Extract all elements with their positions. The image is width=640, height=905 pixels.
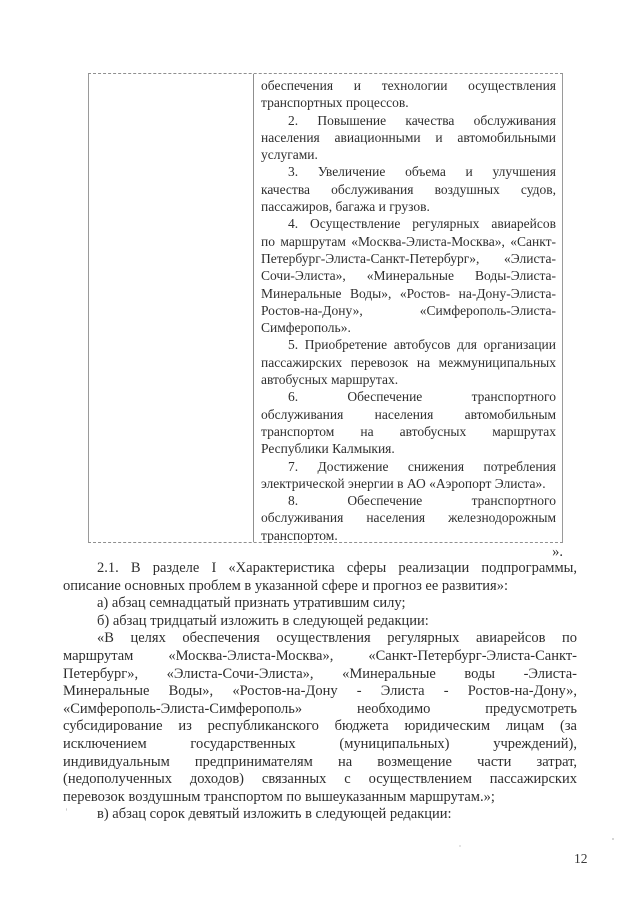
text-line: Сочи-Элиста», «Минеральные Воды-Элиста- [261, 268, 556, 284]
program-goals-table [88, 73, 563, 543]
closing-quote-mark: ». [552, 544, 563, 560]
text-line: транспортом на автобусных маршрутах [261, 423, 556, 439]
text-line: пассажирских перевозок на межмуниципальных [261, 354, 556, 370]
text-line: услугами. [261, 147, 318, 163]
paragraph [261, 215, 556, 336]
text-line: качества обслуживания воздушных судов, [261, 181, 556, 197]
table-left-cell [89, 74, 254, 542]
text-line: 5. Приобретение автобусов для организации [288, 337, 556, 353]
text-line: 2.1. В разделе I «Характеристика сферы реализации подпрограммы, [97, 560, 577, 576]
text-line: Республики Калмыкия. [261, 441, 395, 457]
paragraph [261, 458, 556, 493]
text-line: субсидирование из республиканского бюджета юридическим лицам (за [63, 718, 577, 735]
text-line: пассажиров, багажа и грузов. [261, 199, 430, 215]
scan-speck [459, 845, 461, 847]
text-line: по маршрутам «Москва-Элиста-Москва», «Санкт- [261, 233, 556, 249]
text-line: Симферополь». [261, 320, 351, 336]
text-line: Минеральные Воды», «Ростов- на-Дону-Элиста- [261, 285, 556, 301]
text-line: перевозок воздушным транспортом по вышеуказанным маршрутам.»; [63, 788, 495, 805]
text-line: «В целях обеспечения осуществления регулярных авиарейсов по [97, 630, 577, 647]
text-line: Петербург», «Элиста-Сочи-Элиста», «Минеральные воды -Элиста- [63, 665, 577, 682]
text-line: индивидуальным предпринимателям на возмещение части затрат, [63, 753, 577, 770]
text-line: автобусных маршрутах. [261, 372, 399, 388]
paragraph [261, 112, 556, 164]
paragraph [261, 163, 556, 215]
text-line: обеспечения и технологии осуществления [261, 78, 556, 93]
page-number: 12 [574, 851, 588, 866]
scan-speck [612, 838, 614, 840]
amendment-body-text [63, 560, 577, 824]
paragraph [261, 388, 556, 457]
text-line: описание основных проблем в указанной сфере и прогноз ее развития»: [63, 577, 508, 594]
text-line: в) абзац сорок девятый изложить в следующей редакции: [97, 806, 452, 823]
text-line: населения авиационными и автомобильными [261, 129, 556, 145]
paragraph [63, 595, 577, 613]
text-line: транспортных процессов. [261, 95, 409, 111]
text-line: «Симферополь-Элиста-Симферополь» необходимо предусмотреть [63, 700, 577, 717]
text-line: 2. Повышение качества обслуживания [288, 112, 556, 128]
scan-speck [66, 808, 67, 811]
paragraph [261, 336, 556, 388]
text-line: маршрутам «Москва-Элиста-Москва», «Санкт-Петербург-Элиста-Санкт- [63, 647, 577, 664]
text-line: электрической энергии в АО «Аэропорт Элиста». [261, 475, 546, 491]
text-line: 8. Обеспечение транспортного [288, 493, 556, 509]
text-line: Ростов-на-Дону», «Симферополь-Элиста- [261, 302, 556, 318]
text-line: (недополученных доходов) связанных с осуществлением пассажирских [63, 771, 577, 788]
text-line: Минеральные Воды», «Ростов-на-Дону - Элиста - Ростов-на-Дону», [63, 683, 577, 700]
paragraph [261, 492, 556, 544]
text-line: транспортом. [261, 527, 338, 543]
paragraph [63, 630, 577, 806]
text-line: исключением государственных (муниципальных) учреждений), [63, 735, 577, 752]
text-line: 7. Достижение снижения потребления [288, 458, 556, 474]
text-line: Петербург-Элиста-Санкт-Петербург», «Элиста- [261, 250, 556, 266]
text-line: обслуживания населения железнодорожным [261, 510, 556, 526]
text-line: 3. Увеличение объема и улучшения [288, 164, 556, 180]
paragraph [63, 613, 577, 631]
text-line: 6. Обеспечение транспортного [288, 389, 556, 405]
table-right-cell [254, 74, 562, 542]
paragraph [261, 77, 556, 112]
text-line: 4. Осуществление регулярных авиарейсов [288, 216, 556, 232]
text-line: а) абзац семнадцатый признать утратившим силу; [97, 595, 406, 612]
paragraph [63, 806, 577, 824]
text-line: б) абзац тридцатый изложить в следующей редакции: [97, 612, 429, 629]
text-line: обслуживания населения автомобильным [261, 406, 556, 422]
paragraph [63, 560, 577, 595]
